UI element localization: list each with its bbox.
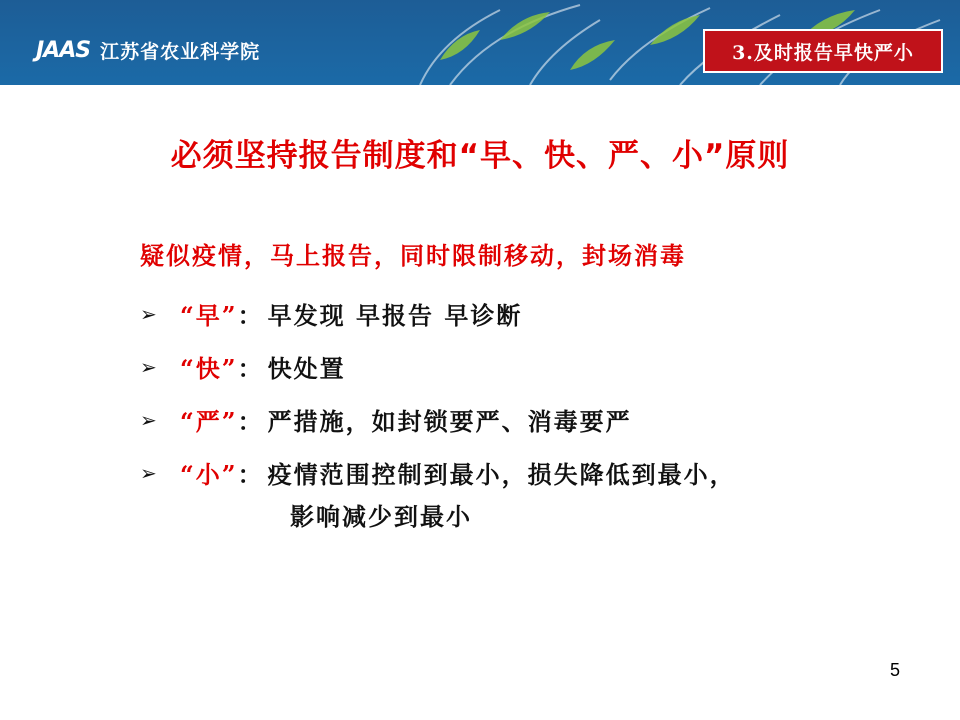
bullet-list — [140, 287, 920, 499]
bullet-text: 快处置 — [267, 354, 346, 383]
bullet-key: “早” — [180, 301, 238, 330]
bullet-continuation: 影响减少到最小 — [290, 502, 472, 531]
bullet-colon: ： — [237, 460, 264, 489]
list-item — [140, 340, 920, 393]
arrow-bullet-icon: ➢ — [140, 460, 159, 485]
bullet-text: 严措施，如封锁要严、消毒要严 — [267, 407, 632, 436]
bullet-colon: ： — [237, 301, 264, 330]
page-number: 5 — [889, 660, 900, 680]
bullet-key: “快” — [180, 354, 238, 383]
list-item — [140, 446, 920, 499]
logo-mark: JAAS — [36, 37, 91, 63]
slide-header — [0, 0, 960, 85]
arrow-bullet-icon: ➢ — [140, 354, 159, 379]
bullet-colon: ： — [237, 354, 264, 383]
bullet-text: 早发现 早报告 早诊断 — [267, 301, 523, 330]
institute-logo — [36, 36, 260, 64]
bullet-text: 疫情范围控制到最小，损失降低到最小， — [267, 460, 736, 489]
intro-line: 疑似疫情，马上报告，同时限制移动，封场消毒 — [140, 241, 686, 270]
section-tag: 3.及时报告早快严小 — [703, 29, 943, 73]
bullet-key: “严” — [180, 407, 238, 436]
arrow-bullet-icon: ➢ — [140, 301, 159, 326]
bullet-key: “小” — [180, 460, 238, 489]
list-item — [140, 287, 920, 340]
institute-name: 江苏省农业科学院 — [100, 40, 261, 63]
bullet-colon: ： — [237, 407, 264, 436]
list-item — [140, 393, 920, 446]
arrow-bullet-icon: ➢ — [140, 407, 159, 432]
slide-title: 必须坚持报告制度和“早、快、严、小”原则 — [170, 138, 790, 174]
